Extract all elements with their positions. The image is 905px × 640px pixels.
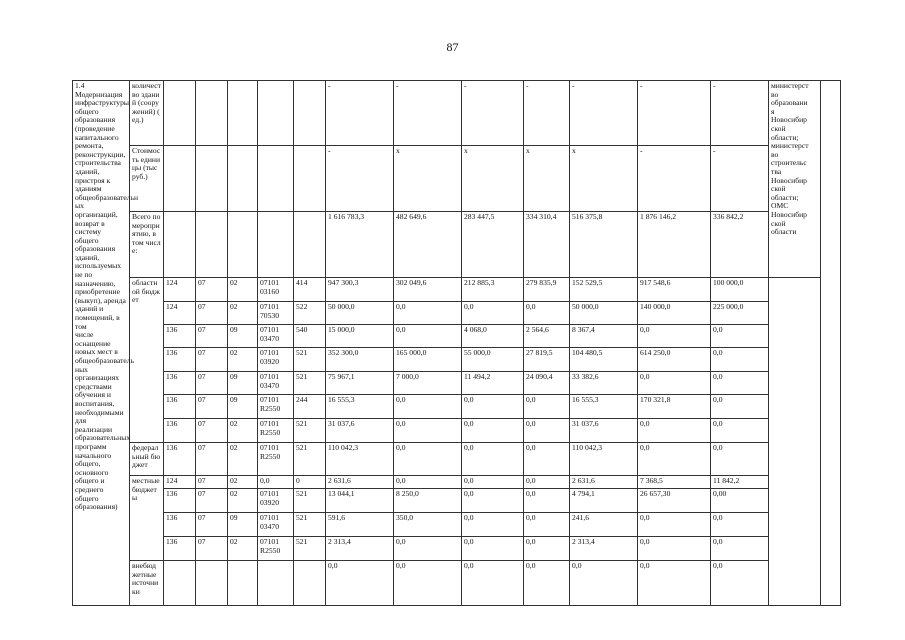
indicator-label: количество зданий (сооружений) ( ед.) <box>130 81 164 146</box>
table-row <box>73 443 841 476</box>
measure-description: 1.4 Модернизация инфраструктуры общего образования (проведение капитального ремонта, реконструкции, строительства зданий, пристроя к зданиям общеобразовательн ых организаций, возврат в систему общего образования зданий, используемых не по назначению, приобретение (выкуп), аренда зданий и помещений, в том числе оснащение новых мест в общеобразователь ных организациях средствами обучения и воспитания, необходимыми для реализации образовательных программ начального общего, основного общего и среднего общего образования) <box>73 81 130 606</box>
value-cell: 0,0 <box>394 395 462 419</box>
code-cell: 414 <box>294 278 326 302</box>
code-cell: 07 <box>196 348 228 372</box>
value-cell: - <box>570 81 638 146</box>
value-cell: 2 313,4 <box>326 537 394 561</box>
table-row <box>73 476 841 489</box>
code-cell: 124 <box>164 476 196 489</box>
value-cell: - <box>711 81 769 146</box>
value-cell: 13 044,1 <box>326 489 394 513</box>
value-cell: 225 000,0 <box>711 302 769 325</box>
value-cell: 283 447,5 <box>462 212 524 278</box>
table-row <box>73 325 841 348</box>
value-cell: 0,0 <box>711 561 769 606</box>
value-cell: 31 037,6 <box>326 419 394 443</box>
value-cell: 0,0 <box>638 325 711 348</box>
value-cell: 140 000,0 <box>638 302 711 325</box>
code-cell <box>164 561 196 606</box>
value-cell: 24 090,4 <box>524 372 570 395</box>
value-cell: 55 000,0 <box>462 348 524 372</box>
value-cell: 0,0 <box>462 443 524 476</box>
code-cell: 07 <box>196 443 228 476</box>
value-cell: 8 367,4 <box>570 325 638 348</box>
code-cell: 136 <box>164 513 196 537</box>
value-cell: 0,0 <box>711 537 769 561</box>
code-cell: 136 <box>164 372 196 395</box>
value-cell: 591,6 <box>326 513 394 537</box>
value-cell: 0,0 <box>711 395 769 419</box>
program-table <box>72 80 841 606</box>
code-cell: 521 <box>294 419 326 443</box>
code-cell: 07 <box>196 325 228 348</box>
value-cell: - <box>326 146 394 212</box>
table-row <box>73 395 841 419</box>
value-cell: 50 000,0 <box>570 302 638 325</box>
code-cell: 07 <box>196 537 228 561</box>
funding-source-label: внебюджетные источники <box>130 561 164 606</box>
value-cell: 1 876 146,2 <box>638 212 711 278</box>
value-cell: 15 000,0 <box>326 325 394 348</box>
value-cell: 1 616 783,3 <box>326 212 394 278</box>
code-cell <box>258 146 294 212</box>
value-cell: 0,0 <box>462 561 524 606</box>
funding-source-label: местные бюджеты <box>130 476 164 561</box>
value-cell: 0,0 <box>711 348 769 372</box>
value-cell: 152 529,5 <box>570 278 638 302</box>
code-cell <box>196 212 228 278</box>
value-cell: х <box>462 146 524 212</box>
code-cell: 02 <box>228 278 258 302</box>
indicator-label: Стоимость единицы (тыс руб.) <box>130 146 164 212</box>
value-cell: 0,0 <box>524 395 570 419</box>
value-cell: 0,0 <box>638 537 711 561</box>
value-cell: 16 555,3 <box>570 395 638 419</box>
value-cell: 104 480,5 <box>570 348 638 372</box>
value-cell: 0,0 <box>638 561 711 606</box>
table-row <box>73 537 841 561</box>
code-cell <box>196 561 228 606</box>
value-cell: 0,0 <box>524 302 570 325</box>
code-cell: 02 <box>228 302 258 325</box>
responsible-empty-cell <box>769 278 821 606</box>
value-cell: 947 300,3 <box>326 278 394 302</box>
value-cell: 7 368,5 <box>638 476 711 489</box>
value-cell: 0,0 <box>394 443 462 476</box>
value-cell: х <box>570 146 638 212</box>
value-cell: 0,0 <box>326 561 394 606</box>
value-cell: 0,0 <box>462 513 524 537</box>
code-cell: 07101 R2550 <box>258 419 294 443</box>
value-cell: 110 042,3 <box>570 443 638 476</box>
value-cell: 482 649,6 <box>394 212 462 278</box>
code-cell: 02 <box>228 419 258 443</box>
value-cell: 0,0 <box>462 537 524 561</box>
value-cell: 0,0 <box>711 513 769 537</box>
value-cell: 0,0 <box>711 419 769 443</box>
value-cell: 279 835,9 <box>524 278 570 302</box>
code-cell: 07 <box>196 513 228 537</box>
code-cell: 136 <box>164 489 196 513</box>
value-cell: 7 000,0 <box>394 372 462 395</box>
value-cell: 0,0 <box>394 302 462 325</box>
value-cell: 11 842,2 <box>711 476 769 489</box>
table-row <box>73 278 841 302</box>
code-cell <box>164 81 196 146</box>
code-cell: 07101 R2550 <box>258 395 294 419</box>
code-cell: 02 <box>228 443 258 476</box>
value-cell: 0,0 <box>524 476 570 489</box>
value-cell: 2 631,6 <box>326 476 394 489</box>
value-cell: 0,00 <box>711 489 769 513</box>
value-cell: 0,0 <box>394 537 462 561</box>
code-cell: 136 <box>164 325 196 348</box>
code-cell: 521 <box>294 372 326 395</box>
code-cell <box>294 81 326 146</box>
code-cell: 07 <box>196 489 228 513</box>
table-row <box>73 419 841 443</box>
code-cell <box>228 81 258 146</box>
code-cell: 09 <box>228 513 258 537</box>
code-cell <box>294 561 326 606</box>
value-cell: 0,0 <box>394 325 462 348</box>
code-cell <box>258 81 294 146</box>
code-cell <box>258 212 294 278</box>
code-cell: 07101 03470 <box>258 372 294 395</box>
code-cell: 244 <box>294 395 326 419</box>
code-cell <box>196 81 228 146</box>
code-cell: 07101 70530 <box>258 302 294 325</box>
code-cell: 521 <box>294 443 326 476</box>
value-cell: 50 000,0 <box>326 302 394 325</box>
code-cell: 521 <box>294 513 326 537</box>
code-cell: 521 <box>294 489 326 513</box>
code-cell <box>196 146 228 212</box>
code-cell: 521 <box>294 348 326 372</box>
code-cell <box>294 212 326 278</box>
code-cell: 136 <box>164 419 196 443</box>
code-cell: 136 <box>164 443 196 476</box>
code-cell: 07101 03920 <box>258 348 294 372</box>
value-cell: 2 631,6 <box>570 476 638 489</box>
code-cell: 07101 R2550 <box>258 537 294 561</box>
table-row <box>73 146 841 212</box>
code-cell <box>228 561 258 606</box>
value-cell: 33 382,6 <box>570 372 638 395</box>
code-cell: 09 <box>228 395 258 419</box>
value-cell: 170 321,8 <box>638 395 711 419</box>
code-cell: 07 <box>196 278 228 302</box>
value-cell: 26 657,30 <box>638 489 711 513</box>
value-cell: 4 068,0 <box>462 325 524 348</box>
value-cell: 0,0 <box>524 561 570 606</box>
value-cell: х <box>524 146 570 212</box>
value-cell: 100 000,0 <box>711 278 769 302</box>
value-cell: 0,0 <box>524 443 570 476</box>
responsible-executor: министерст во образовани я Новосибир ской области; министерст во строительс тва Новосибир ской области; ОМС Новосибир ской области <box>769 81 821 278</box>
code-cell: 07 <box>196 395 228 419</box>
value-cell: 241,6 <box>570 513 638 537</box>
value-cell: 0,0 <box>570 561 638 606</box>
value-cell: 0,0 <box>394 419 462 443</box>
value-cell: 0,0 <box>638 372 711 395</box>
value-cell: 0,0 <box>711 443 769 476</box>
value-cell: - <box>326 81 394 146</box>
code-cell <box>164 212 196 278</box>
indicator-label: Всего по мероприятию, в том числе: <box>130 212 164 278</box>
code-cell <box>228 212 258 278</box>
code-cell: 02 <box>228 476 258 489</box>
value-cell: - <box>638 146 711 212</box>
value-cell: 16 555,3 <box>326 395 394 419</box>
code-cell <box>294 146 326 212</box>
code-cell: 07 <box>196 419 228 443</box>
value-cell: 110 042,3 <box>326 443 394 476</box>
code-cell: 540 <box>294 325 326 348</box>
code-cell: 07 <box>196 302 228 325</box>
value-cell: 0,0 <box>462 476 524 489</box>
value-cell: 8 250,0 <box>394 489 462 513</box>
funding-source-label: федеральный бюджет <box>130 443 164 476</box>
value-cell: 0,0 <box>711 325 769 348</box>
value-cell: 0,0 <box>462 419 524 443</box>
code-cell: 07101 03160 <box>258 278 294 302</box>
value-cell: 614 250,0 <box>638 348 711 372</box>
value-cell: 516 375,8 <box>570 212 638 278</box>
value-cell: 212 885,3 <box>462 278 524 302</box>
value-cell: - <box>394 81 462 146</box>
value-cell: 334 310,4 <box>524 212 570 278</box>
value-cell: 165 000,0 <box>394 348 462 372</box>
code-cell <box>228 146 258 212</box>
code-cell: 07101 R2550 <box>258 443 294 476</box>
value-cell: 0,0 <box>394 561 462 606</box>
code-cell <box>164 146 196 212</box>
value-cell: 31 037,6 <box>570 419 638 443</box>
value-cell: 4 794,1 <box>570 489 638 513</box>
value-cell: - <box>462 81 524 146</box>
value-cell: 11 494,2 <box>462 372 524 395</box>
value-cell: 2 313,4 <box>570 537 638 561</box>
code-cell: 07101 03470 <box>258 513 294 537</box>
code-cell: 136 <box>164 537 196 561</box>
column-gap <box>821 81 841 606</box>
value-cell: - <box>524 81 570 146</box>
value-cell: 0,0 <box>524 489 570 513</box>
code-cell: 0 <box>294 476 326 489</box>
code-cell: 07101 03470 <box>258 325 294 348</box>
code-cell: 02 <box>228 489 258 513</box>
page-number: 87 <box>446 40 459 54</box>
table-row <box>73 81 841 146</box>
value-cell: х <box>394 146 462 212</box>
code-cell: 07 <box>196 372 228 395</box>
table-row <box>73 372 841 395</box>
value-cell: 0,0 <box>524 419 570 443</box>
value-cell: 917 548,6 <box>638 278 711 302</box>
value-cell: 302 049,6 <box>394 278 462 302</box>
value-cell: - <box>638 81 711 146</box>
value-cell: - <box>711 146 769 212</box>
funding-source-label: областной бюджет <box>130 278 164 443</box>
value-cell: 27 819,5 <box>524 348 570 372</box>
code-cell: 09 <box>228 325 258 348</box>
table-row <box>73 513 841 537</box>
value-cell: 350,0 <box>394 513 462 537</box>
code-cell: 124 <box>164 278 196 302</box>
table-row <box>73 348 841 372</box>
value-cell: 0,0 <box>638 443 711 476</box>
code-cell <box>258 561 294 606</box>
code-cell: 124 <box>164 302 196 325</box>
code-cell: 02 <box>228 348 258 372</box>
code-cell: 02 <box>228 537 258 561</box>
code-cell: 522 <box>294 302 326 325</box>
value-cell: 0,0 <box>524 513 570 537</box>
code-cell: 07101 03920 <box>258 489 294 513</box>
value-cell: 75 967,1 <box>326 372 394 395</box>
table-row <box>73 561 841 606</box>
code-cell: 07 <box>196 476 228 489</box>
code-cell: 136 <box>164 348 196 372</box>
value-cell: 2 564,6 <box>524 325 570 348</box>
value-cell: 0,0 <box>462 395 524 419</box>
code-cell: 136 <box>164 395 196 419</box>
code-cell: 09 <box>228 372 258 395</box>
value-cell: 0,0 <box>638 419 711 443</box>
value-cell: 336 842,2 <box>711 212 769 278</box>
table-row <box>73 302 841 325</box>
value-cell: 0,0 <box>638 513 711 537</box>
value-cell: 0,0 <box>524 537 570 561</box>
value-cell: 0,0 <box>462 302 524 325</box>
code-cell: 0,0 <box>258 476 294 489</box>
table-row <box>73 212 841 278</box>
value-cell: 0,0 <box>462 489 524 513</box>
value-cell: 352 300,0 <box>326 348 394 372</box>
code-cell: 521 <box>294 537 326 561</box>
value-cell: 0,0 <box>394 476 462 489</box>
table-row <box>73 489 841 513</box>
value-cell: 0,0 <box>711 372 769 395</box>
